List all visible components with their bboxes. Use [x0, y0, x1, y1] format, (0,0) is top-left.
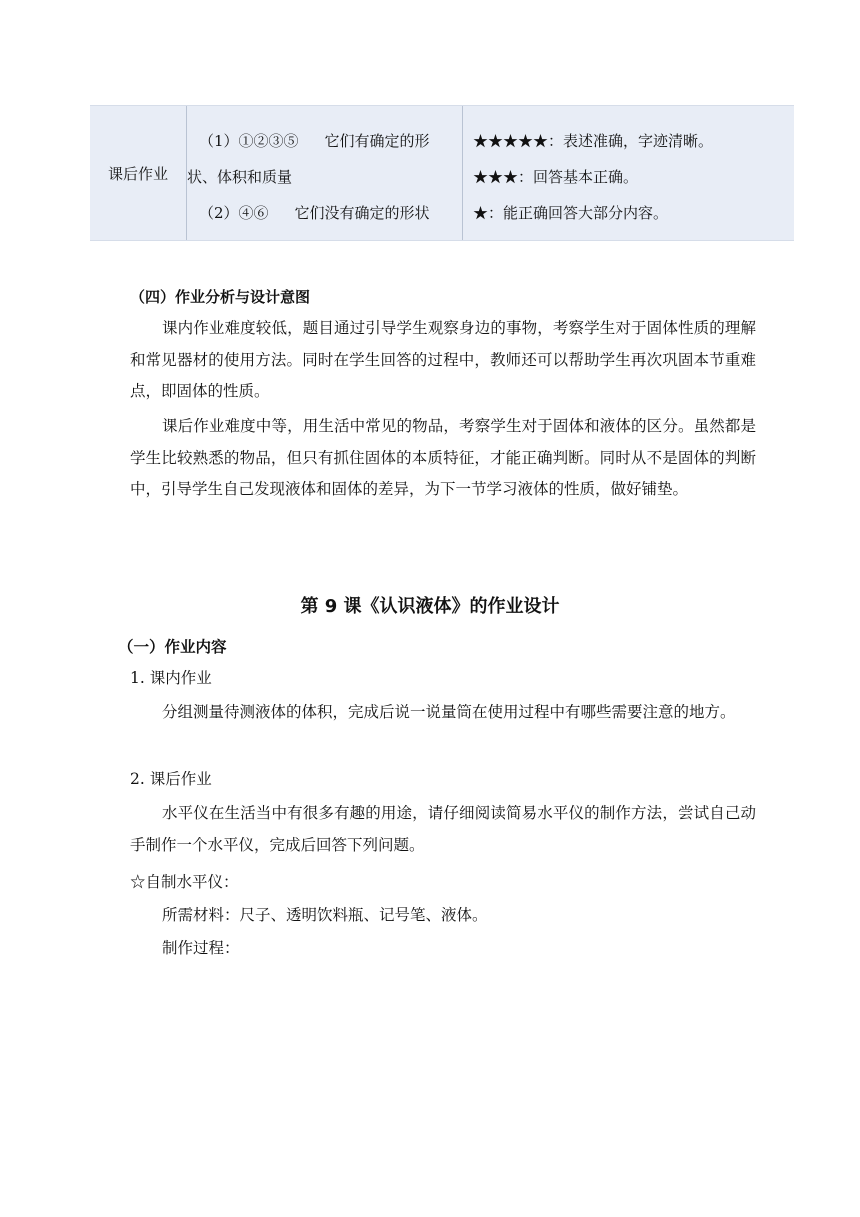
homework-table-row [90, 105, 794, 241]
answer-line-3: （2）④⑥ 它们没有确定的形状 [199, 204, 430, 222]
answer-line-2: 状、体积和质量 [187, 168, 293, 186]
content-heading: （一）作业内容 [118, 638, 227, 656]
answer-line-1: （1）①②③⑤ 它们有确定的形 [199, 132, 430, 150]
item2-label: 2. 课后作业 [130, 770, 212, 788]
materials-line: 所需材料：尺子、透明饮料瓶、记号笔、液体。 [162, 906, 488, 924]
section4-paragraph-2: 课后作业难度中等，用生活中常见的物品，考察学生对于固体和液体的区分。虽然都是学生比较熟悉的物品，但只有抓住固体的本质特征，才能正确判断。同时从不是固体的判断中，引导学生自己发现液体和固体的差异，为下一节学习液体的性质，做好铺垫。 [130, 417, 756, 498]
process-line: 制作过程： [162, 939, 240, 957]
criteria-line-1: ★★★★★：表述准确，字迹清晰。 [473, 132, 714, 150]
section4-heading: （四）作业分析与设计意图 [130, 288, 311, 306]
criteria-line-2: ★★★：回答基本正确。 [473, 168, 639, 186]
item1-text: 分组测量待测液体的体积，完成后说一说量筒在使用过程中有哪些需要注意的地方。 [162, 703, 736, 721]
diy-level-heading: ☆自制水平仪： [130, 873, 239, 891]
table-row-label [90, 106, 187, 240]
criteria-cell [463, 106, 794, 240]
answer-cell [187, 106, 463, 240]
row-label-text: 课后作业 [107, 164, 168, 183]
section4-paragraph-1: 课内作业难度较低，题目通过引导学生观察身边的事物，考察学生对于固体性质的理解和常见器材的使用方法。同时在学生回答的过程中，教师还可以帮助学生再次巩固本节重难点，即固体的性质。 [130, 319, 756, 400]
item2-text: 水平仪在生活当中有很多有趣的用途，请仔细阅读简易水平仪的制作方法，尝试自己动手制作一个水平仪，完成后回答下列问题。 [130, 804, 756, 854]
item1-label: 1. 课内作业 [130, 669, 212, 687]
lesson9-title: 第 9 课《认识液体》的作业设计 [300, 596, 560, 617]
criteria-line-3: ★：能正确回答大部分内容。 [473, 204, 669, 222]
